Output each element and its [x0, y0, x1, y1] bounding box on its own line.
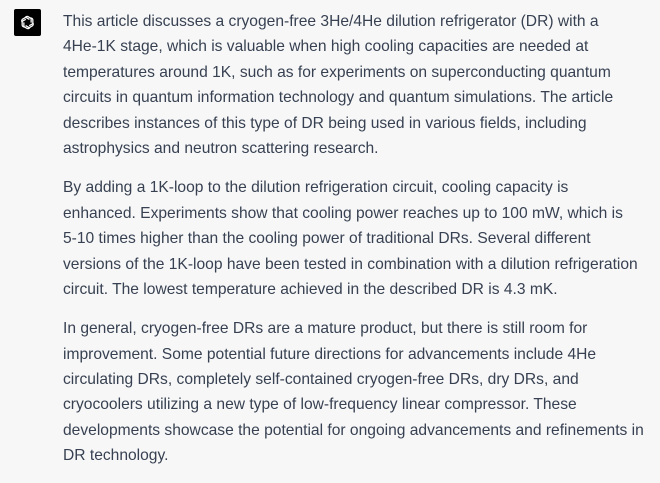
- paragraph-line: In general, cryogen-free DRs are a mature product, but there is still room for: [63, 320, 588, 338]
- paragraph-line: By adding a 1K-loop to the dilution refrigeration circuit, cooling capacity is: [63, 179, 569, 197]
- paragraph-3: [63, 316, 660, 468]
- paragraph-line: circulating DRs, completely self-contained cryogen-free DRs, dry DRs, and: [63, 371, 579, 389]
- paragraph-line: developments showcase the potential for ongoing advancements and refinements in: [63, 421, 644, 439]
- paragraph-line: DR technology.: [63, 447, 169, 465]
- paragraph-line: versions of the 1K-loop have been tested in combination with a dilution refrigeration: [63, 255, 638, 273]
- paragraph-1: [63, 9, 660, 161]
- paragraph-line: circuit. The lowest temperature achieved in the described DR is 4.3 mK.: [63, 280, 558, 298]
- chatgpt-logo-icon: [18, 13, 37, 32]
- paragraph-line: 5-10 times higher than the cooling power of traditional DRs. Several different: [63, 230, 591, 248]
- paragraph-line: This article discusses a cryogen-free 3He/4He dilution refrigerator (DR) with a: [63, 13, 599, 30]
- paragraph-line: cryocoolers utilizing a new type of low-frequency linear compressor. These: [63, 396, 577, 414]
- paragraph-line: enhanced. Experiments show that cooling power reaches up to 100 mW, which is: [63, 204, 623, 222]
- paragraph-line: temperatures around 1K, such as for experiments on superconducting quantum: [63, 63, 611, 81]
- paragraph-line: improvement. Some potential future directions for advancements include 4He: [63, 345, 597, 363]
- paragraph-line: astrophysics and neutron scattering research.: [63, 139, 379, 157]
- message-content: [63, 9, 660, 483]
- paragraph-line: describes instances of this type of DR being used in various fields, including: [63, 114, 587, 132]
- paragraph-line: 4He-1K stage, which is valuable when high cooling capacities are needed at: [63, 38, 589, 56]
- paragraph-line: circuits in quantum information technology and quantum simulations. The article: [63, 89, 614, 107]
- assistant-avatar: [14, 9, 41, 36]
- paragraph-2: [63, 175, 660, 302]
